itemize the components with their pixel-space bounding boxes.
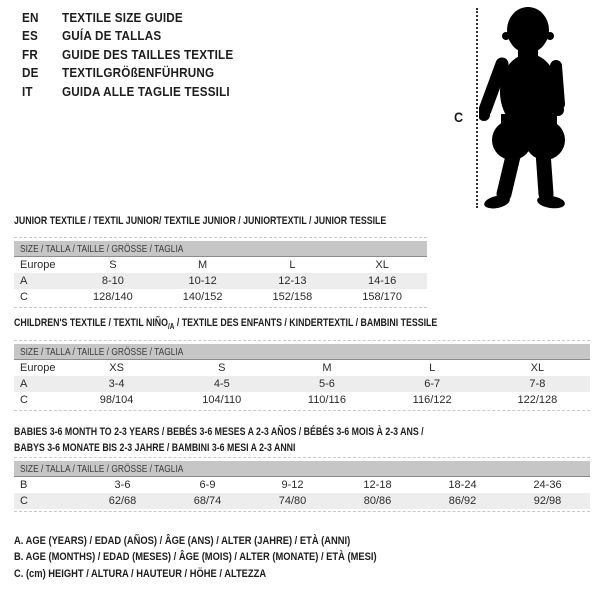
language-row [22, 64, 252, 83]
language-code: DE [22, 65, 39, 81]
cell: 140/152 [182, 291, 223, 303]
table-row [14, 376, 590, 392]
language-code: IT [22, 83, 33, 99]
cell: 6-9 [199, 479, 216, 491]
children-table [14, 340, 590, 411]
table-row [14, 289, 427, 305]
cell: 6-7 [380, 376, 485, 392]
title-part: CHILDREN'S TEXTILE / TEXTIL NIÑO [14, 317, 168, 329]
cell: 122/128 [517, 394, 558, 406]
section-title-text: BABYS 3-6 MONATE BIS 2-3 JAHRE / BAMBINI 3-6 MESI A 2-3 ANNI [14, 442, 296, 454]
title-subscript: /A [167, 322, 175, 332]
cell: L [289, 259, 296, 271]
cell: 12-13 [248, 273, 338, 289]
row-label-cell: A [14, 273, 68, 289]
section-title-text: JUNIOR TEXTILE / TEXTIL JUNIOR/ TEXTILE JUNIOR / JUNIORTEXTIL / JUNIOR TESSILE [14, 215, 387, 227]
cell: 5-6 [274, 376, 379, 392]
size-header-label: SIZE / TALLA / TAILLE / GRÖSSE / TAGLIA [20, 463, 184, 475]
language-row [22, 27, 252, 46]
height-dotted-line [476, 8, 478, 208]
cell: 62/68 [80, 493, 165, 509]
table-row [14, 493, 590, 509]
cell: 68/74 [165, 493, 250, 509]
table-row [14, 392, 590, 408]
cell: 74/80 [250, 493, 335, 509]
language-title: TEXTILE SIZE GUIDE [62, 9, 183, 25]
table-row [14, 477, 590, 493]
language-title: TEXTILGRÖßENFÜHRUNG [62, 65, 215, 81]
row-label-cell: A [14, 376, 64, 392]
cell: XL [530, 362, 545, 374]
language-title: GUIDA ALLE TAGLIE TESSILI [62, 83, 230, 99]
language-code: EN [22, 9, 39, 25]
cell: 3-4 [64, 376, 169, 392]
cell: 152/158 [272, 291, 313, 303]
section-title-babies [14, 424, 526, 456]
baby-silhouette-icon [479, 4, 600, 210]
language-row [22, 8, 252, 27]
legend-line-a: A. AGE (YEARS) / EDAD (AÑOS) / ÂGE (ANS) / ALTER (JAHRE) / ETÀ (ANNI) [14, 535, 351, 547]
cell: 18-24 [448, 479, 477, 491]
section-title-text [14, 317, 437, 331]
row-label-cell: C [20, 394, 28, 406]
language-title-list [22, 8, 252, 101]
size-header-band [14, 461, 590, 477]
section-title-children [14, 317, 543, 331]
cell: 8-10 [68, 273, 158, 289]
cell: S [109, 259, 117, 271]
row-label-cell: B [20, 479, 28, 491]
cell: XS [109, 362, 124, 374]
cell: 80/86 [335, 493, 420, 509]
cell: 12-18 [363, 479, 392, 491]
babies-table [14, 457, 590, 512]
legend-line-b: B. AGE (MONTHS) / EDAD (MESES) / ÂGE (MOIS) / ALTER (MONATE) / ETÀ (MESI) [14, 551, 377, 564]
row-label-cell: Europe [20, 362, 56, 374]
cell: 92/98 [505, 493, 590, 509]
table-row [14, 257, 427, 273]
language-code: ES [22, 28, 38, 44]
table-row [14, 273, 427, 289]
size-header-label: SIZE / TALLA / TAILLE / GRÖSSE / TAGLIA [20, 243, 184, 255]
table-row [14, 360, 590, 376]
cell: 9-12 [281, 479, 304, 491]
cell: S [218, 362, 226, 374]
size-header-label: SIZE / TALLA / TAILLE / GRÖSSE / TAGLIA [20, 346, 184, 358]
row-label-cell: C [20, 291, 28, 303]
row-label-cell: Europe [20, 259, 56, 271]
cell: 24-36 [533, 479, 562, 491]
language-title: GUIDE DES TAILLES TEXTILE [62, 46, 234, 62]
size-header-band [14, 241, 427, 257]
measurement-legend [14, 533, 441, 582]
cell: 3-6 [114, 479, 131, 491]
language-code: FR [22, 46, 38, 62]
cell: 10-12 [158, 273, 248, 289]
cell: M [322, 362, 332, 374]
language-title: GUÍA DE TALLAS [62, 28, 162, 44]
cell: 128/140 [92, 291, 133, 303]
cell: 110/116 [307, 394, 347, 406]
cell: XL [375, 259, 389, 271]
section-title-junior [14, 215, 479, 227]
junior-table [14, 237, 427, 308]
cell: M [198, 259, 208, 271]
size-header-band [14, 344, 590, 360]
cell: 14-16 [337, 273, 427, 289]
height-marker-label: C [454, 109, 464, 125]
cell: 116/122 [412, 394, 452, 406]
cell: 86/92 [420, 493, 505, 509]
cell: 4-5 [169, 376, 274, 392]
legend-line-c: C. (cm) HEIGHT / ALTURA / HAUTEUR / HÖHE / ALTEZZA [14, 567, 267, 580]
title-part: / TEXTILE DES ENFANTS / KINDERTEXTIL / BAMBINI TESSILE [174, 317, 438, 329]
row-label-cell: C [14, 493, 80, 509]
cell: L [429, 362, 436, 374]
language-row [22, 45, 252, 64]
section-title-text: BABIES 3-6 MONTH TO 2-3 YEARS / BEBÉS 3-6 MESES A 2-3 AÑOS / BÉBÉS 3-6 MOIS À 2-3 ANS / [14, 426, 424, 438]
cell: 158/170 [362, 291, 402, 303]
cell: 98/104 [99, 394, 134, 406]
language-row [22, 82, 252, 101]
cell: 7-8 [485, 376, 590, 392]
cell: 104/110 [202, 394, 242, 406]
